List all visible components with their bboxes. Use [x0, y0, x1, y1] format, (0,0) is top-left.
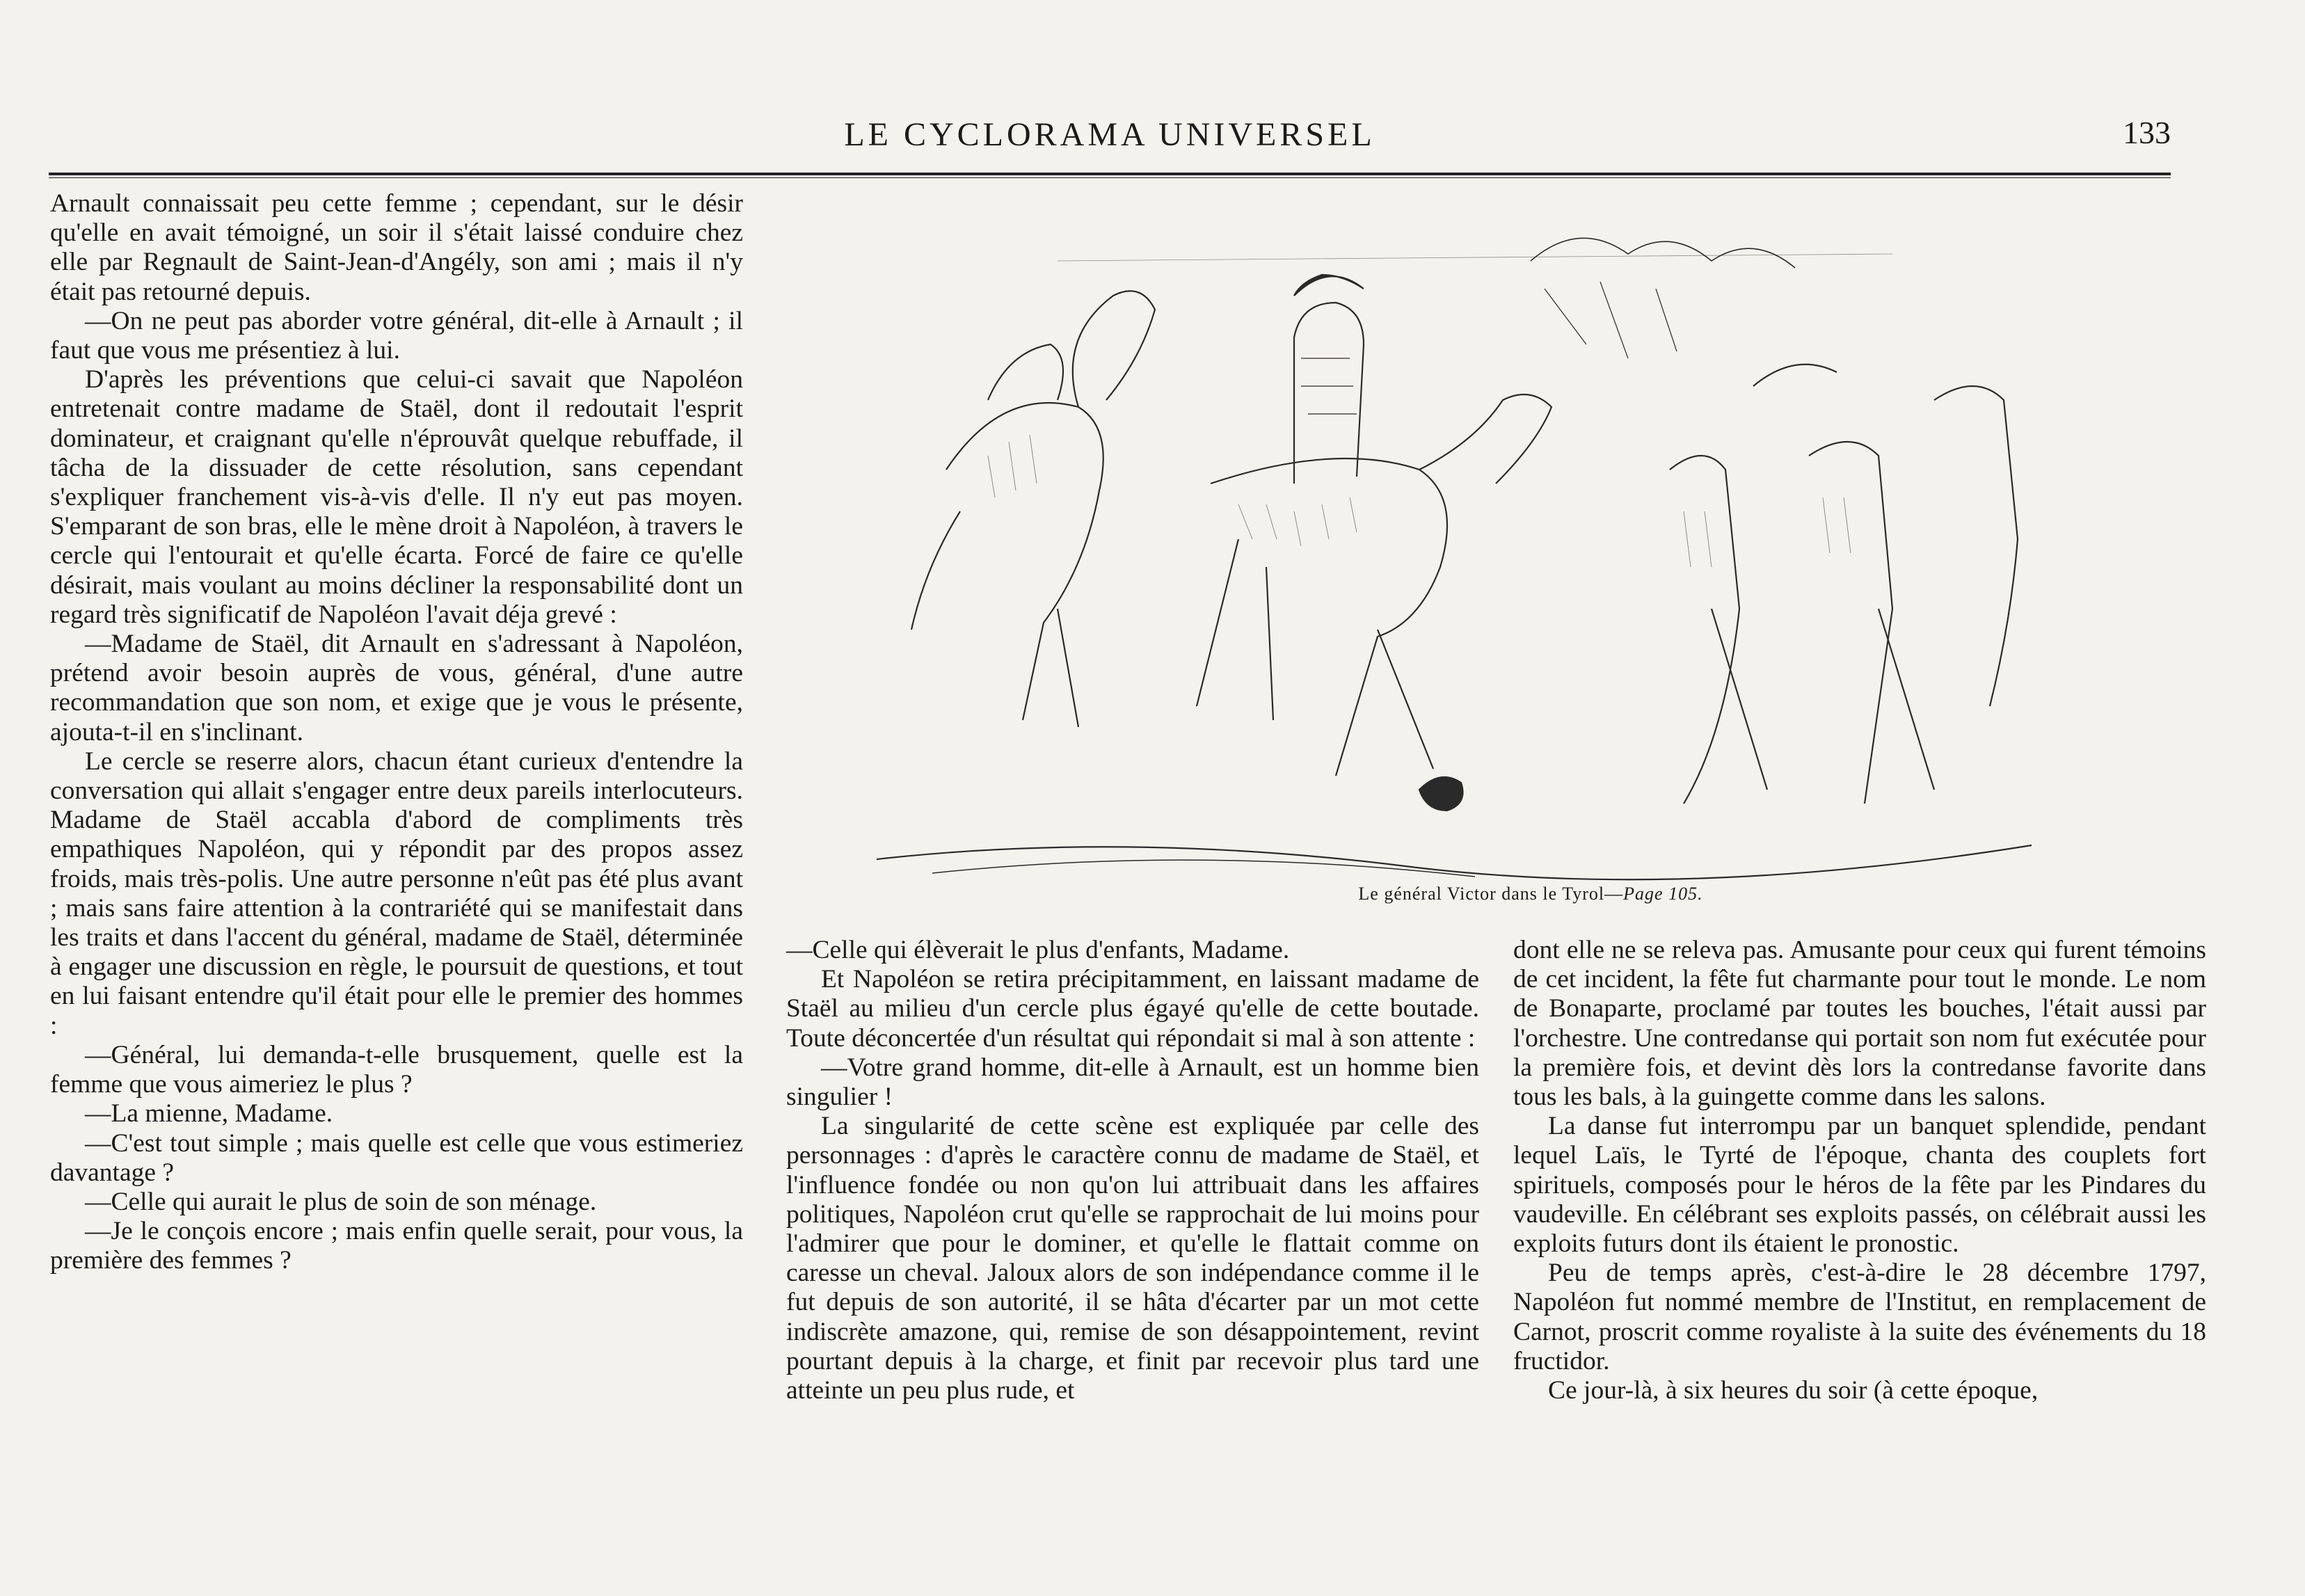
column-middle	[786, 936, 1479, 1405]
paragraph: La singularité de cette scène est expliquée par celle des personnages : d'après le caractère connu de madame de Staël, et l'influence fondée ou non qu'on lui attribuait dans les affaires politiques, Napoléon crut qu'elle se rapprochait de lui moins pour l'admirer que pour le dominer, et qu'elle le flattait comme on caresse un cheval. Jaloux alors de son indépendance comme il le fut depuis de son autorité, il se hâta d'écarter par un mot cette indiscrète amazone, qui, remise de son désappointement, revint pourtant depuis à la charge, et finit par recevoir plus tard une atteinte un peu plus rude, et	[786, 1112, 1479, 1405]
engraving-illustration	[849, 177, 2157, 891]
page-number: 133	[2123, 115, 2171, 150]
paragraph: —On ne peut pas aborder votre général, dit-elle à Arnault ; il faut que vous me présentiez à lui.	[50, 306, 743, 365]
cavalry-scene-image	[849, 177, 2157, 891]
paragraph: D'après les préventions que celui-ci savait que Napoléon entretenait contre madame de Staël, dont il redoutait l'esprit dominateur, et craignant qu'elle n'éprouvât quelque rebuffade, il tâcha de la dissuader de cette résolution, sans cependant s'expliquer franchement vis-à-vis d'elle. Il n'y eut pas moyen. S'emparant de son bras, elle le mène droit à Napoléon, à travers le cercle qui l'entourait et qu'elle écarta. Forcé de faire ce qu'elle désirait, mais voulant au moins décliner la responsabilité dont un regard très significatif de Napoléon l'avait déja grevé :	[50, 365, 743, 629]
page-header	[49, 111, 2171, 167]
paragraph: —La mienne, Madame.	[85, 1099, 333, 1128]
paragraph: —Celle qui élèverait le plus d'enfants, Madame.	[786, 936, 1290, 964]
column-right	[1513, 936, 2206, 1405]
illustration-caption	[1078, 884, 1983, 904]
paragraph: —Général, lui demanda-t-elle brusquement, quelle est la femme que vous aimeriez le plus ?	[50, 1040, 743, 1099]
column-left	[50, 189, 743, 1276]
paragraph: —C'est tout simple ; mais quelle est celle que vous estimeriez davantage ?	[50, 1128, 743, 1187]
paragraph: Peu de temps après, c'est-à-dire le 28 décembre 1797, Napoléon fut nommé membre de l'Institut, en remplacement de Carnot, proscrit comme royaliste à la suite des événements du 18 fructidor.	[1513, 1259, 2206, 1375]
caption-text: Le général Victor dans le Tyrol—	[1358, 884, 1624, 904]
paragraph: Arnault connaissait peu cette femme ; cependant, sur le désir qu'elle en avait témoigné, un soir il s'était laissé conduire chez elle par Regnault de Saint-Jean-d'Angély, son ami ; mais il n'y était pas retourné depuis.	[50, 189, 743, 306]
paragraph: Le cercle se reserre alors, chacun étant curieux d'entendre la conversation qui allait s'engager entre deux pareils interlocuteurs. Madame de Staël accabla d'abord de compliments très empathiques Napoléon, qui y répondit par des propos assez froids, mais très-polis. Une autre personne n'eût pas été plus avant ; mais sans faire attention à la contrariété qui se manifestait dans les traits et dans l'accent du général, madame de Staël, déterminée à engager une discussion en règle, le poursuit de questions, et tout en lui faisant entendre qu'il était pour elle le premier des hommes :	[50, 747, 743, 1040]
paragraph: dont elle ne se releva pas. Amusante pour ceux qui furent témoins de cet incident, la fête fut charmante pour tout le monde. Le nom de Bonaparte, proclamé par toutes les bouches, l'était aussi par l'orchestre. Une contredanse qui portait son nom fut exécutée pour la première fois, et devint dès lors la contredanse favorite dans tous les bals, à la guingette comme dans les salons.	[1513, 936, 2207, 1112]
paragraph: —Madame de Staël, dit Arnault en s'adressant à Napoléon, prétend avoir besoin auprès de vous, général, d'une autre recommandation que son nom, et exige que je vous le présente, ajouta-t-il en s'inclinant.	[50, 630, 743, 747]
running-title: LE CYCLORAMA UNIVERSEL	[844, 116, 1375, 153]
caption-page-ref: Page 105.	[1623, 884, 1703, 904]
paragraph: Ce jour-là, à six heures du soir (à cette époque,	[1548, 1376, 2039, 1405]
paragraph: La danse fut interrompu par un banquet splendide, pendant lequel Laïs, le Tyrté de l'époque, chanta des couplets fort spirituels, composés pour le héros de la fête par les Pindares du vaudeville. En célébrant ses exploits passés, on célébrait aussi les exploits futurs dont ils étaient le pronostic.	[1513, 1112, 2206, 1259]
paragraph: —Je le conçois encore ; mais enfin quelle serait, pour vous, la première des femmes ?	[50, 1217, 743, 1275]
paragraph: —Celle qui aurait le plus de soin de son ménage.	[85, 1187, 597, 1216]
paragraph: —Votre grand homme, dit-elle à Arnault, est un homme bien singulier !	[786, 1053, 1479, 1112]
paragraph: Et Napoléon se retira précipitamment, en laissant madame de Staël au milieu d'un cercle plus égayé qu'elle de cette boutade. Toute déconcertée d'un résultat qui répondait si mal à son attente :	[786, 965, 1479, 1053]
